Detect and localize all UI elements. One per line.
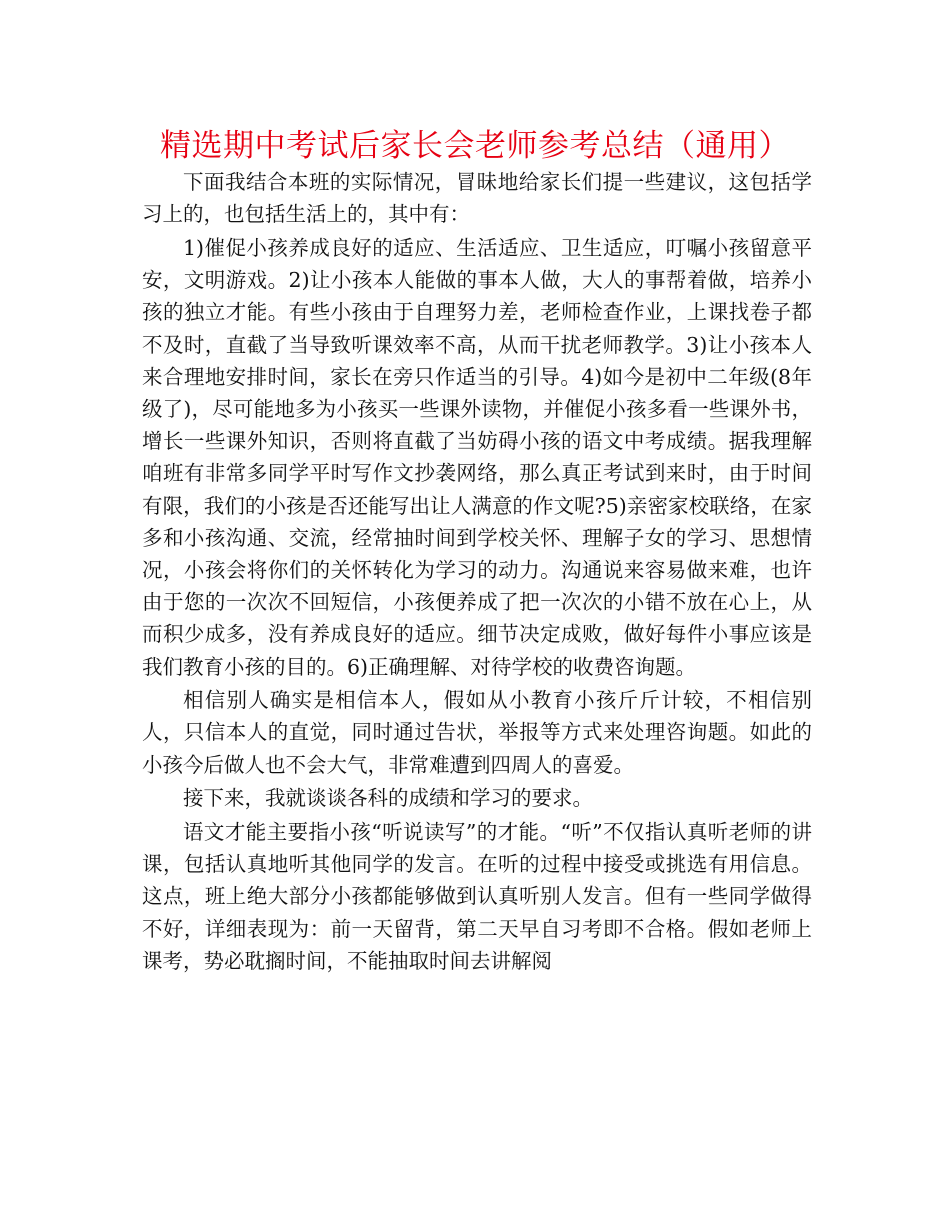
paragraph-trust: 相信别人确实是相信本人，假如从小教育小孩斤斤计较，不相信别人，只信本人的直觉，同时通过告状，举报等方式来处理咨询题。如此的小孩今后做人也不会大气，非常难遭到四周人的喜爱。 (142, 688, 812, 777)
paragraph-intro: 下面我结合本班的实际情况，冒昧地给家长们提一些建议，这包括学习上的，也包括生活上的，其中有： (142, 170, 812, 227)
paragraph-transition: 接下来，我就谈谈各科的成绩和学习的要求。 (183, 786, 593, 811)
paragraph-suggestions: 1)催促小孩养成良好的适应、生活适应、卫生适应，叮嘱小孩留意平安，文明游戏。2)让小孩本人能做的事本人做，大人的事帮着做，培养小孩的独立才能。有些小孩由于自理努力差，老师检查作业，上课找卷子都不及时，直截了当导致听课效率不高，从而干扰老师教学。3)让小孩本人来合理地安排时间，家长在旁只作适当的引导。4)如今是初中二年级(8年级了)，尽可能地多为小孩买一些课外读物，并催促小孩多看一些课外书，增长一些课外知识，否则将直截了当妨碍小孩的语文中考成绩。据我理解咱班有非常多同学平时写作文抄袭网络，那么真正考试到来时，由于时间有限，我们的小孩是否还能写出让人满意的作文呢?5)亲密家校联络，在家多和小孩沟通、交流，经常抽时间到学校关怀、理解子女的学习、思想情况，小孩会将你们的关怀转化为学习的动力。沟通说来容易做来难，也许由于您的一次次不回短信，小孩便养成了把一次次的小错不放在心上，从而积少成多，没有养成良好的适应。细节决定成败，做好每件小事应该是我们教育小孩的目的。6)正确理解、对待学校的收费咨询题。 (142, 235, 812, 679)
document-title: 精选期中考试后家长会老师参考总结（通用） (160, 128, 790, 164)
document-body (142, 166, 812, 979)
paragraph-chinese-skills: 语文才能主要指小孩“听说读写”的才能。“听”不仅指认真听老师的讲课，包括认真地听其他同学的发言。在听的过程中接受或挑选有用信息。这点，班上绝大部分小孩都能够做到认真听别人发言。但有一些同学做得不好，详细表现为：前一天留背，第二天早自习考即不合格。假如老师上课考，势必耽搁时间，不能抽取时间去讲解阅 (142, 820, 812, 973)
